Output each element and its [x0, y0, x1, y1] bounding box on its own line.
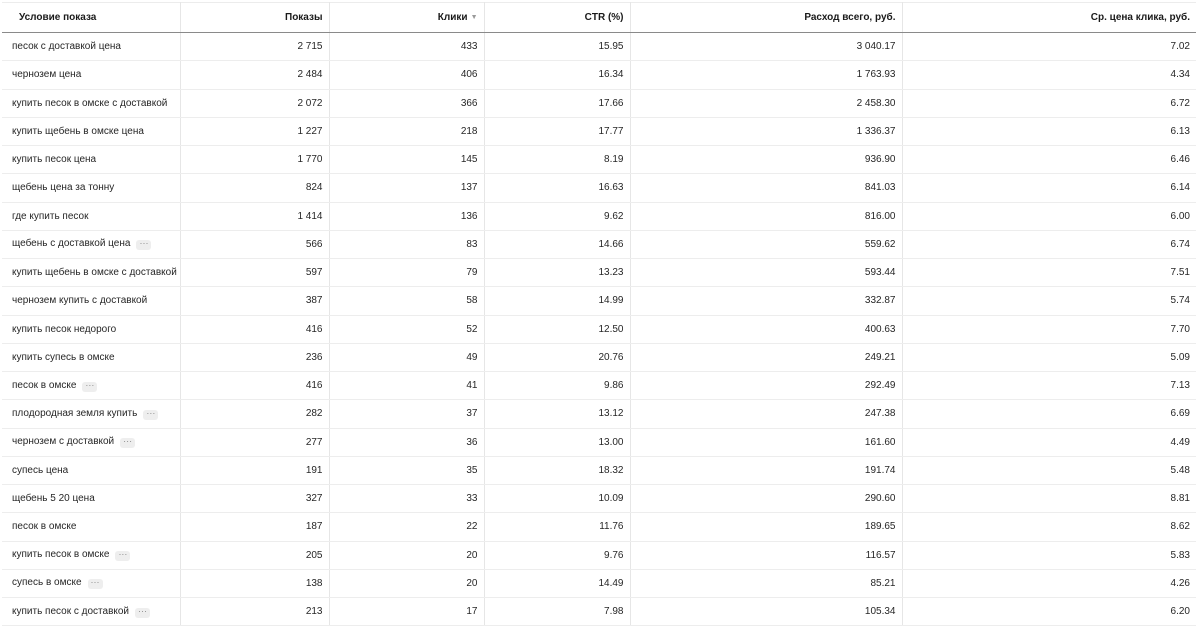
table-row[interactable] [2, 315, 1196, 343]
condition-text: щебень с доставкой цена [12, 238, 131, 250]
cell-condition [2, 343, 180, 371]
condition-text: чернозем купить с доставкой [12, 295, 148, 307]
cell-avg-cpc: 5.74 [902, 287, 1196, 315]
cell-spend: 292.49 [630, 372, 902, 400]
cell-avg-cpc: 6.13 [902, 117, 1196, 145]
cell-clicks: 22 [329, 513, 484, 541]
condition-text: чернозем с доставкой [12, 436, 115, 448]
cell-ctr: 17.66 [484, 89, 630, 117]
cell-ctr: 13.12 [484, 400, 630, 428]
cell-ctr: 8.19 [484, 146, 630, 174]
table-row[interactable] [2, 598, 1196, 626]
cell-ctr: 11.76 [484, 513, 630, 541]
column-header-ctr[interactable] [484, 3, 630, 33]
cell-shows: 416 [180, 372, 329, 400]
cell-condition [2, 174, 180, 202]
cell-spend: 332.87 [630, 287, 902, 315]
condition-text: купить щебень в омске цена [12, 125, 144, 137]
table-row[interactable] [2, 61, 1196, 89]
cell-ctr: 12.50 [484, 315, 630, 343]
cell-avg-cpc: 4.26 [902, 569, 1196, 597]
cell-shows: 282 [180, 400, 329, 428]
cell-ctr: 9.86 [484, 372, 630, 400]
cell-avg-cpc: 6.14 [902, 174, 1196, 202]
column-header-clicks[interactable] [329, 3, 484, 33]
cell-condition [2, 569, 180, 597]
cell-clicks: 58 [329, 287, 484, 315]
condition-text: купить песок в омске [12, 549, 110, 561]
cell-avg-cpc: 4.34 [902, 61, 1196, 89]
cell-ctr: 14.99 [484, 287, 630, 315]
cell-condition [2, 513, 180, 541]
cell-ctr: 14.49 [484, 569, 630, 597]
cell-clicks: 406 [329, 61, 484, 89]
condition-text: супесь в омске [12, 577, 82, 589]
cell-clicks: 218 [329, 117, 484, 145]
cell-shows: 1 414 [180, 202, 329, 230]
column-header-label: CTR (%) [584, 12, 624, 23]
cell-condition [2, 287, 180, 315]
cell-clicks: 37 [329, 400, 484, 428]
table-row[interactable] [2, 174, 1196, 202]
header-row [2, 3, 1196, 33]
cell-avg-cpc: 5.09 [902, 343, 1196, 371]
cell-spend: 247.38 [630, 400, 902, 428]
table-header [2, 3, 1196, 33]
cell-shows: 1 227 [180, 117, 329, 145]
cell-shows: 2 715 [180, 33, 329, 61]
cell-spend: 3 040.17 [630, 33, 902, 61]
condition-text: купить щебень в омске с доставкой [12, 267, 177, 279]
condition-text: купить песок в омске с доставкой [12, 97, 168, 109]
cell-ctr: 9.62 [484, 202, 630, 230]
table-row[interactable] [2, 117, 1196, 145]
cell-avg-cpc: 6.72 [902, 89, 1196, 117]
more-options-icon[interactable]: ··· [115, 551, 130, 561]
cell-condition [2, 400, 180, 428]
cell-avg-cpc: 6.74 [902, 230, 1196, 258]
cell-shows: 187 [180, 513, 329, 541]
cell-avg-cpc: 6.00 [902, 202, 1196, 230]
sort-descending-icon[interactable]: ▼ [470, 14, 478, 21]
condition-text: купить песок цена [12, 154, 97, 166]
cell-condition [2, 202, 180, 230]
more-options-icon[interactable]: ··· [136, 240, 151, 250]
cell-shows: 2 484 [180, 61, 329, 89]
table-row[interactable] [2, 259, 1196, 287]
table-row[interactable] [2, 456, 1196, 484]
condition-text: купить песок недорого [12, 323, 117, 335]
table-row[interactable] [2, 287, 1196, 315]
cell-ctr: 7.98 [484, 598, 630, 626]
cell-ctr: 17.77 [484, 117, 630, 145]
cell-spend: 161.60 [630, 428, 902, 456]
cell-spend: 105.34 [630, 598, 902, 626]
column-header-avg-cpc[interactable] [902, 3, 1196, 33]
cell-condition [2, 598, 180, 626]
cell-ctr: 15.95 [484, 33, 630, 61]
more-options-icon[interactable]: ··· [82, 382, 97, 392]
cell-avg-cpc: 5.83 [902, 541, 1196, 569]
more-options-icon[interactable]: ··· [88, 579, 103, 589]
column-header-condition[interactable] [2, 3, 180, 33]
cell-shows: 1 770 [180, 146, 329, 174]
cell-spend: 85.21 [630, 569, 902, 597]
cell-shows: 597 [180, 259, 329, 287]
cell-clicks: 17 [329, 598, 484, 626]
cell-condition [2, 485, 180, 513]
cell-shows: 387 [180, 287, 329, 315]
cell-spend: 1 763.93 [630, 61, 902, 89]
table-row[interactable] [2, 89, 1196, 117]
cell-avg-cpc: 6.69 [902, 400, 1196, 428]
column-header-label: Расход всего, руб. [804, 12, 896, 23]
cell-spend: 841.03 [630, 174, 902, 202]
cell-condition [2, 61, 180, 89]
cell-avg-cpc: 8.81 [902, 485, 1196, 513]
table-row[interactable] [2, 202, 1196, 230]
cell-ctr: 14.66 [484, 230, 630, 258]
condition-text: где купить песок [12, 210, 89, 222]
column-header-label: Ср. цена клика, руб. [1090, 12, 1190, 23]
cell-clicks: 20 [329, 541, 484, 569]
more-options-icon[interactable]: ··· [120, 438, 135, 448]
cell-spend: 936.90 [630, 146, 902, 174]
cell-shows: 2 072 [180, 89, 329, 117]
cell-avg-cpc: 7.13 [902, 372, 1196, 400]
cell-condition [2, 456, 180, 484]
table-row[interactable] [2, 485, 1196, 513]
cell-spend: 249.21 [630, 343, 902, 371]
table-row[interactable] [2, 400, 1196, 428]
cell-ctr: 10.09 [484, 485, 630, 513]
cell-spend: 1 336.37 [630, 117, 902, 145]
cell-spend: 290.60 [630, 485, 902, 513]
cell-condition [2, 315, 180, 343]
cell-clicks: 137 [329, 174, 484, 202]
cell-condition [2, 117, 180, 145]
more-options-icon[interactable]: ··· [135, 608, 150, 618]
cell-avg-cpc: 5.48 [902, 456, 1196, 484]
cell-ctr: 13.00 [484, 428, 630, 456]
cell-spend: 189.65 [630, 513, 902, 541]
cell-ctr: 16.34 [484, 61, 630, 89]
column-header-label: Условие показа [19, 12, 97, 23]
cell-clicks: 79 [329, 259, 484, 287]
condition-text: щебень 5 20 цена [12, 493, 95, 505]
cell-spend: 116.57 [630, 541, 902, 569]
cell-avg-cpc: 6.20 [902, 598, 1196, 626]
condition-text: песок в омске [12, 521, 77, 533]
cell-condition [2, 372, 180, 400]
cell-shows: 138 [180, 569, 329, 597]
cell-clicks: 366 [329, 89, 484, 117]
condition-text: супесь цена [12, 464, 69, 476]
table-row[interactable] [2, 146, 1196, 174]
cell-avg-cpc: 6.46 [902, 146, 1196, 174]
cell-shows: 277 [180, 428, 329, 456]
table-row[interactable] [2, 541, 1196, 569]
cell-condition [2, 259, 180, 287]
table-row[interactable] [2, 428, 1196, 456]
cell-avg-cpc: 4.49 [902, 428, 1196, 456]
table-row[interactable] [2, 569, 1196, 597]
cell-shows: 824 [180, 174, 329, 202]
cell-avg-cpc: 7.02 [902, 33, 1196, 61]
cell-shows: 327 [180, 485, 329, 513]
cell-clicks: 35 [329, 456, 484, 484]
column-header-spend[interactable] [630, 3, 902, 33]
cell-shows: 236 [180, 343, 329, 371]
cell-shows: 213 [180, 598, 329, 626]
cell-condition [2, 33, 180, 61]
cell-spend: 559.62 [630, 230, 902, 258]
statistics-table [2, 2, 1196, 626]
cell-clicks: 136 [329, 202, 484, 230]
table-body [2, 33, 1196, 626]
cell-avg-cpc: 8.62 [902, 513, 1196, 541]
cell-shows: 205 [180, 541, 329, 569]
condition-text: купить супесь в омске [12, 351, 115, 363]
cell-spend: 191.74 [630, 456, 902, 484]
cell-ctr: 18.32 [484, 456, 630, 484]
cell-ctr: 9.76 [484, 541, 630, 569]
cell-ctr: 20.76 [484, 343, 630, 371]
table-row[interactable] [2, 513, 1196, 541]
cell-clicks: 49 [329, 343, 484, 371]
cell-avg-cpc: 7.70 [902, 315, 1196, 343]
cell-clicks: 52 [329, 315, 484, 343]
cell-shows: 566 [180, 230, 329, 258]
cell-condition [2, 541, 180, 569]
condition-text: щебень цена за тонну [12, 182, 115, 194]
cell-ctr: 16.63 [484, 174, 630, 202]
statistics-report [2, 2, 1196, 628]
cell-clicks: 145 [329, 146, 484, 174]
condition-text: песок в омске [12, 379, 77, 391]
more-options-icon[interactable]: ··· [143, 410, 158, 420]
column-header-label: Клики [437, 12, 468, 23]
cell-condition [2, 428, 180, 456]
cell-avg-cpc: 7.51 [902, 259, 1196, 287]
cell-spend: 2 458.30 [630, 89, 902, 117]
condition-text: купить песок с доставкой [12, 605, 130, 617]
condition-text: песок с доставкой цена [12, 41, 121, 53]
cell-clicks: 33 [329, 485, 484, 513]
cell-clicks: 41 [329, 372, 484, 400]
cell-condition [2, 89, 180, 117]
table-row[interactable] [2, 372, 1196, 400]
table-row[interactable] [2, 343, 1196, 371]
cell-spend: 400.63 [630, 315, 902, 343]
cell-condition [2, 146, 180, 174]
cell-spend: 816.00 [630, 202, 902, 230]
table-row[interactable] [2, 230, 1196, 258]
table-row[interactable] [2, 33, 1196, 61]
cell-clicks: 433 [329, 33, 484, 61]
condition-text: чернозем цена [12, 69, 82, 81]
cell-shows: 191 [180, 456, 329, 484]
cell-clicks: 20 [329, 569, 484, 597]
column-header-label: Показы [285, 12, 323, 23]
cell-condition [2, 230, 180, 258]
cell-shows: 416 [180, 315, 329, 343]
column-header-shows[interactable] [180, 3, 329, 33]
cell-clicks: 83 [329, 230, 484, 258]
cell-spend: 593.44 [630, 259, 902, 287]
cell-clicks: 36 [329, 428, 484, 456]
cell-ctr: 13.23 [484, 259, 630, 287]
condition-text: плодородная земля купить [12, 407, 138, 419]
